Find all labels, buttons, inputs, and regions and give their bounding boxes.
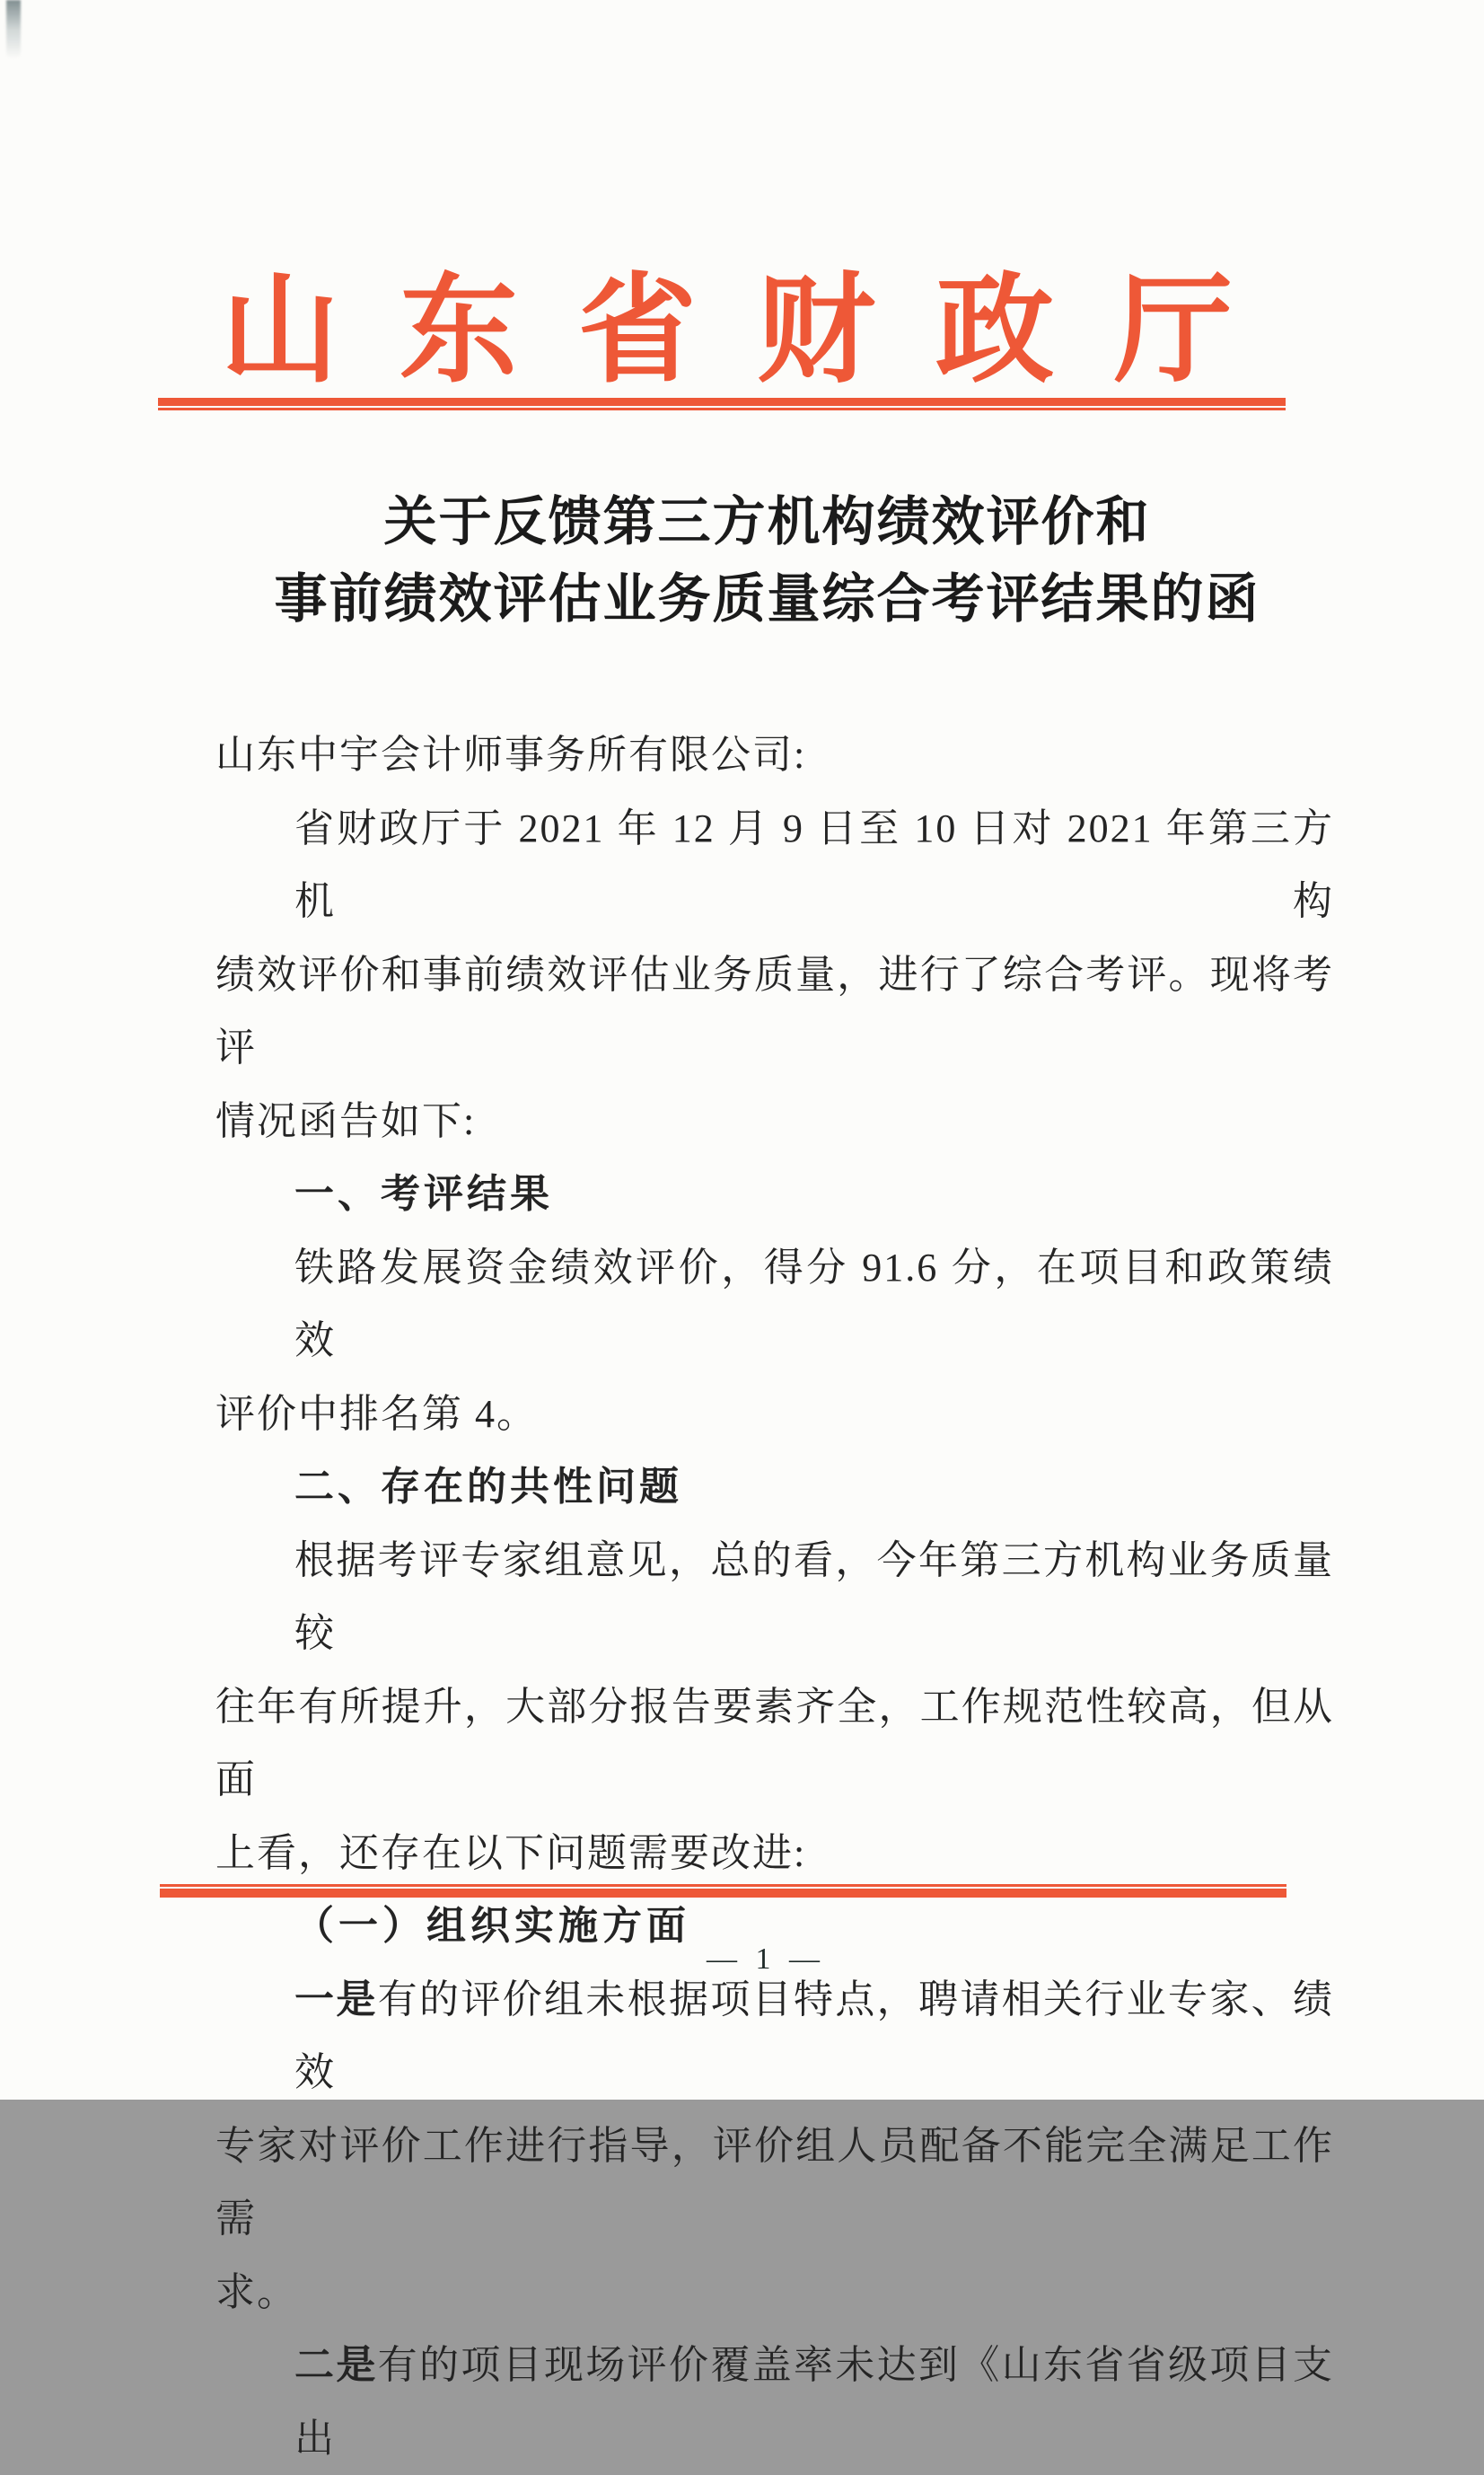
footer-rule (160, 1884, 1286, 1898)
body-line-text: （一）组织实施方面 (294, 1904, 690, 1948)
body-line (215, 1085, 1334, 1158)
body-line (215, 1670, 1334, 1817)
body-line (215, 1158, 1334, 1231)
body-line (215, 2109, 1334, 2256)
document-title (208, 483, 1326, 638)
body-line-bold-prefix: 一是 (294, 1977, 378, 2021)
page-number: — 1 — (707, 1942, 825, 1976)
body-line-text: 一、考评结果 (294, 1172, 553, 1216)
body-line-text: 有的项目现场评价覆盖率未达到《山东省省级项目支出 (294, 2343, 1335, 2461)
document-title-line-2: 事前绩效评估业务质量综合考评结果的函 (274, 569, 1260, 629)
body-line-text: 绩效评价和事前绩效评估业务质量，进行了综合考评。现将考评 (215, 952, 1334, 1070)
body-line (215, 792, 1334, 938)
body-line-bold-prefix: 二是 (294, 2343, 378, 2387)
body-line-text: 情况函告如下: (215, 1098, 477, 1143)
body-line-text: 铁路发展资金绩效评价，得分 91.6 分，在项目和政策绩效 (294, 1245, 1334, 1362)
body-line (215, 1378, 1334, 1451)
agency-masthead: 山东省财政厅 (221, 265, 1293, 397)
body-line (215, 1963, 1334, 2109)
body-line-text: 有的评价组未根据项目特点，聘请相关行业专家、绩效 (294, 1977, 1335, 2094)
body-line-text: 省财政厅于 2021 年 12 月 9 日至 10 日对 2021 年第三方机构 (294, 806, 1334, 923)
body-line (215, 1817, 1334, 1890)
body-line-text: 专家对评价工作进行指导，评价组人员配备不能完全满足工作需 (215, 2123, 1334, 2241)
body-line-text: 上看，还存在以下问题需要改进: (215, 1830, 807, 1875)
scan-artifact-smudge (6, 0, 21, 59)
masthead-rule (158, 398, 1286, 410)
footer-rule-thin-line (160, 1884, 1286, 1887)
masthead-rule-thick-bar (158, 398, 1286, 406)
body-line (215, 1231, 1334, 1378)
footer-rule-thick-bar (160, 1889, 1286, 1898)
letter-body (215, 718, 1334, 2475)
body-line (215, 938, 1334, 1085)
body-line (215, 1450, 1334, 1524)
body-line-text: 求。 (215, 2269, 298, 2314)
body-line (215, 2329, 1334, 2475)
masthead-rule-thin-line (158, 408, 1286, 410)
body-line-text: 根据考评专家组意见，总的看，今年第三方机构业务质量较 (294, 1537, 1334, 1655)
body-line-text: 山东中宇会计师事务所有限公司: (215, 733, 807, 777)
body-line-text: 往年有所提升，大部分报告要素齐全，工作规范性较高，但从面 (215, 1684, 1334, 1801)
body-line (215, 718, 1334, 792)
document-title-line-1: 关于反馈第三方机构绩效评价和 (383, 492, 1151, 551)
body-line-text: 评价中排名第 4。 (215, 1391, 538, 1436)
body-line (215, 1524, 1334, 1670)
body-line-text: 二、存在的共性问题 (294, 1465, 682, 1509)
body-line (215, 2256, 1334, 2330)
